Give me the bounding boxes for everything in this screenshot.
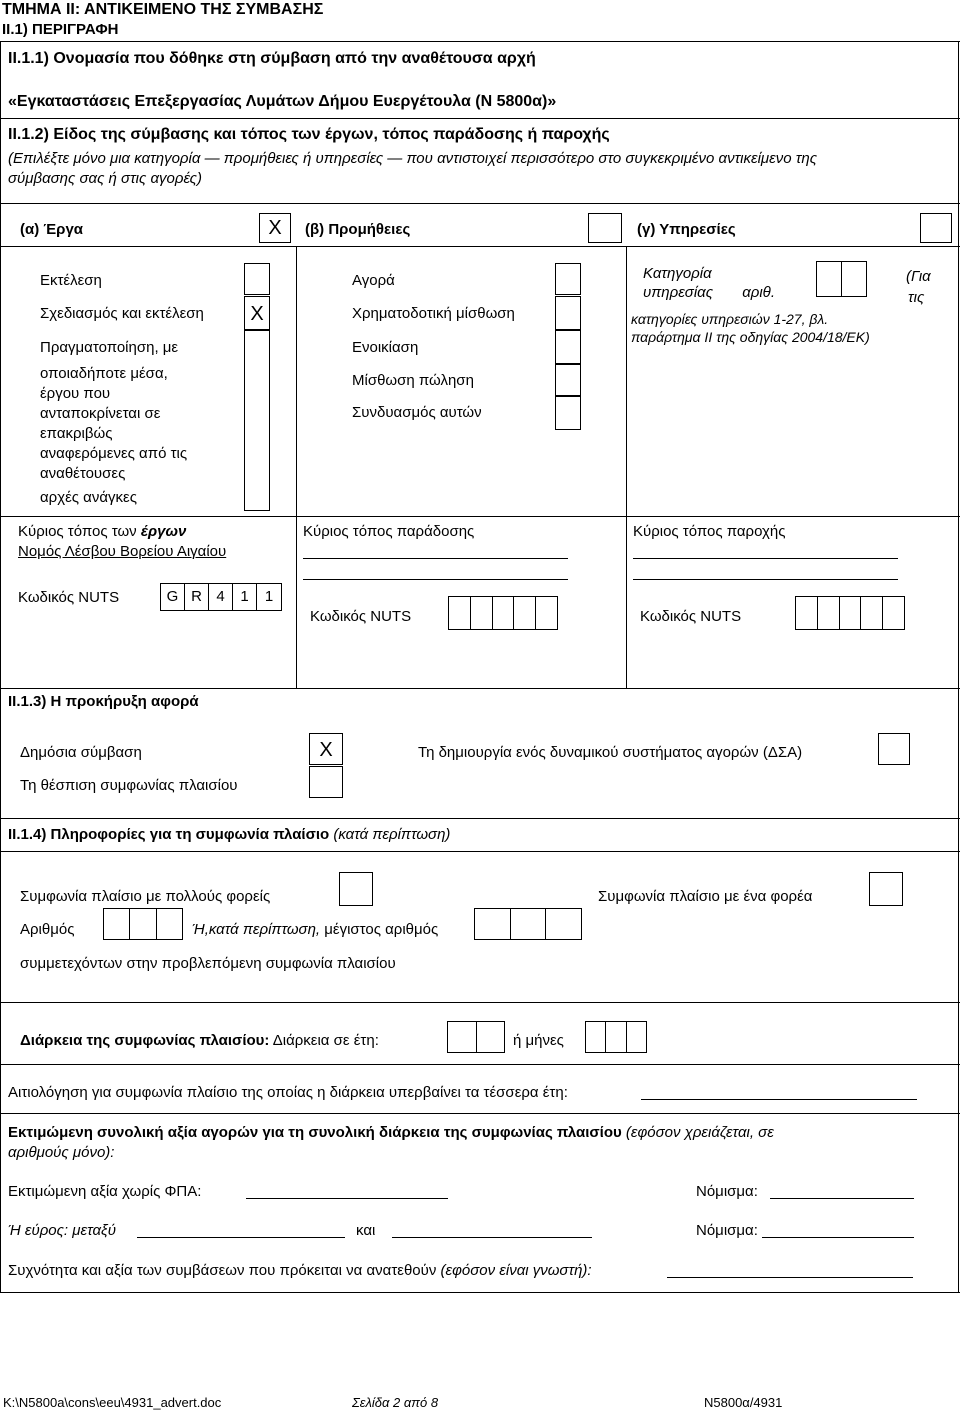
delivery-nuts-label: Κωδικός NUTS [310,608,412,625]
currency-1-label: Νόμισμα: [696,1183,758,1200]
cat-works-checkbox[interactable]: X [259,213,291,243]
footer-path: K:\N5800a\cons\eeu\4931_advert.doc [3,1395,222,1410]
single-operator-checkbox[interactable] [869,872,903,906]
works-site-value: Νομός Λέσβου Βορείου Αιγαίου [18,543,227,560]
works-execution-checkbox[interactable] [244,263,270,295]
performance-nuts-boxes[interactable] [795,596,905,630]
services-note-a: (Για [906,268,931,285]
currency-1-line [770,1198,914,1199]
single-operator-label: Συμφωνία πλαίσιο με ένα φορέα [598,888,813,905]
cat-services-label: (γ) Υπηρεσίες [637,221,736,238]
public-contract-label: Δημόσια σύμβαση [20,744,142,761]
public-contract-checkbox[interactable]: X [309,733,343,765]
subsection-title: ΙΙ.1) ΠΕΡΙΓΡΑΦΗ [2,21,119,38]
supplies-rent: Ενοικίαση [352,339,419,356]
range-from-label: Ή εύρος: μεταξύ [8,1222,116,1239]
performance-site-line [633,579,898,580]
supplies-hire-purchase: Μίσθωση πώληση [352,372,474,389]
cat-supplies-label: (β) Προμήθειες [305,221,411,238]
works-design-execution-checkbox[interactable]: X [244,296,270,330]
services-no: υπηρεσίας αριθ. [643,284,775,301]
col-divider-1 [296,246,297,689]
frame-left [0,41,1,689]
number-label: Αριθμός [20,921,75,938]
range-and-label: και [356,1222,376,1239]
works-realisation-checkbox[interactable] [244,330,270,511]
dps-checkbox[interactable] [878,733,910,765]
supplies-combination: Συνδυασμός αυτών [352,404,482,421]
works-nuts-label: Κωδικός NUTS [18,589,120,606]
rule [0,1292,960,1293]
performance-nuts-label: Κωδικός NUTS [640,608,742,625]
number-boxes[interactable] [103,908,183,940]
services-no-box-1[interactable] [816,261,842,297]
works-site-label: Κύριος τόπος των έργων [18,523,187,540]
justification-label: Αιτιολόγηση για συμφωνία πλαίσιο της οποίας η διάρκεια υπερβαίνει τα τέσσερα έτη: [8,1084,568,1101]
footer-page: Σελίδα 2 από 8 [352,1395,439,1410]
supplies-hire-purchase-checkbox[interactable] [555,364,581,396]
cat-services-checkbox[interactable] [920,213,952,243]
works-realisation-cont: οποιαδήποτε μέσα, έργου που ανταποκρίνεται σε επακριβώς αναφερόμενες από τις αναθέτουσες [40,365,188,482]
s114-heading: ΙΙ.1.4) Πληροφορίες για τη συμφωνία πλαίσιο (κατά περίπτωση) [8,826,451,843]
services-category: Κατηγορία [643,265,712,282]
rule [0,1064,960,1065]
framework-checkbox[interactable] [309,766,343,798]
delivery-nuts-boxes[interactable] [448,596,558,630]
frame-right [958,41,959,689]
services-note-c: κατηγορίες υπηρεσιών 1-27, βλ. [631,311,829,327]
works-design-execution: Σχεδιασμός και εκτέλεση [40,305,204,322]
rule [0,851,960,852]
justification-line [641,1099,917,1100]
rule [0,688,960,689]
rule [0,1113,960,1114]
services-note-b: τις [908,289,925,306]
multi-operators-checkbox[interactable] [339,872,373,906]
dps-label: Τη δημιουργία ενός δυναμικού συστήματος αγορών (ΔΣΑ) [418,744,803,761]
s111-heading: ΙΙ.1.1) Ονομασία που δόθηκε στη σύμβαση από την αναθέτουσα αρχή [8,50,536,67]
frame-left [0,1113,1,1293]
multi-operators-label: Συμφωνία πλαίσιο με πολλούς φορείς [20,888,271,905]
frame-right [958,1113,959,1293]
participants-label: συμμετεχόντων στην προβλεπόμενη συμφωνία πλαισίου [20,955,396,972]
duration-label: Διάρκεια της συμφωνίας πλαισίου: Διάρκεια σε έτη: [20,1032,379,1049]
rule [0,203,960,204]
value-excl-vat-line [246,1198,448,1199]
services-no-box-2[interactable] [841,261,867,297]
delivery-site-line [303,579,568,580]
max-number-boxes[interactable] [474,908,582,940]
nuts-digit: 1 [233,584,257,610]
estimated-label: Εκτιμώμενη συνολική αξία αγορών για τη συνολική διάρκεια της συμφωνίας πλαισίου (εφόσον χρειάζεται, σε αριθμούς μόνο): [8,1124,774,1161]
currency-2-label: Νόμισμα: [696,1222,758,1239]
works-nuts-code [160,583,282,611]
works-execution: Εκτέλεση [40,272,102,289]
rule [0,818,960,819]
s112-heading: ΙΙ.1.2) Είδος της σύμβασης και τόπος των έργων, τόπος παράδοσης ή παροχής [8,126,610,143]
nuts-digit: R [185,584,209,610]
framework-label: Τη θέσπιση συμφωνίας πλαισίου [20,777,238,794]
contract-name: «Εγκαταστάσεις Επεξεργασίας Λυμάτων Δήμου Ευεργέτουλα (Ν 5800α)» [8,93,557,110]
rule [0,246,960,247]
works-realisation-end: αρχές ανάγκες [40,489,137,506]
s113-heading: ΙΙ.1.3) Η προκήρυξη αφορά [8,693,199,710]
frequency-label: Συχνότητα και αξία των συμβάσεων που πρόκειται να ανατεθούν (εφόσον είναι γνωστή): [8,1262,592,1279]
footer-ref: Ν5800α/4931 [704,1395,783,1410]
services-note-d: παράρτημα ΙΙ της οδηγίας 2004/18/ΕΚ) [631,329,870,345]
rule [0,118,960,119]
section-title: ΤΜΗΜΑ ΙΙ: ΑΝΤΙΚΕΙΜΕΝΟ ΤΗΣ ΣΥΜΒΑΣΗΣ [2,1,324,18]
cat-works-label: (α) Έργα [20,221,84,238]
supplies-rent-checkbox[interactable] [555,330,581,364]
duration-months-label: ή μήνες [513,1032,564,1049]
rule [0,41,960,42]
nuts-digit: 1 [264,588,274,605]
frequency-line [667,1277,913,1278]
frame-left [0,688,1,1126]
duration-months-boxes[interactable] [585,1021,647,1053]
s112-note-1: (Επιλέξτε μόνο μια κατηγορία — προμήθειες ή υπηρεσίες — που αντιστοιχεί περισσότερο στο συγκεκριμένο αντικείμενο της [8,150,817,167]
nuts-digit: 4 [209,584,233,610]
max-number-label: Ή,κατά περίπτωση, μέγιστος αριθμός [192,921,439,938]
cat-supplies-checkbox[interactable] [588,213,622,243]
rule [0,1002,960,1003]
duration-years-boxes[interactable] [447,1021,505,1053]
range-from-line [137,1237,345,1238]
supplies-purchase-checkbox[interactable] [555,263,581,295]
supplies-lease-checkbox[interactable] [555,296,581,330]
value-excl-vat-label: Εκτιμώμενη αξία χωρίς ΦΠΑ: [8,1183,202,1200]
delivery-site-label: Κύριος τόπος παράδοσης [303,523,475,540]
nuts-digit: G [161,584,185,610]
supplies-purchase: Αγορά [352,272,395,289]
frame-right [958,688,959,1126]
currency-2-line [762,1237,914,1238]
works-realisation: Πραγματοποίηση, με [40,339,179,356]
rule [0,516,960,517]
col-divider-2 [626,246,627,689]
delivery-site-line [303,558,568,559]
performance-site-line [633,558,898,559]
range-to-line [392,1237,592,1238]
performance-site-label: Κύριος τόπος παροχής [633,523,786,540]
supplies-combination-checkbox[interactable] [555,396,581,430]
s112-note-2: σύμβασης σας ή στις αγορές) [8,170,202,187]
supplies-lease: Χρηματοδοτική μίσθωση [352,305,515,322]
